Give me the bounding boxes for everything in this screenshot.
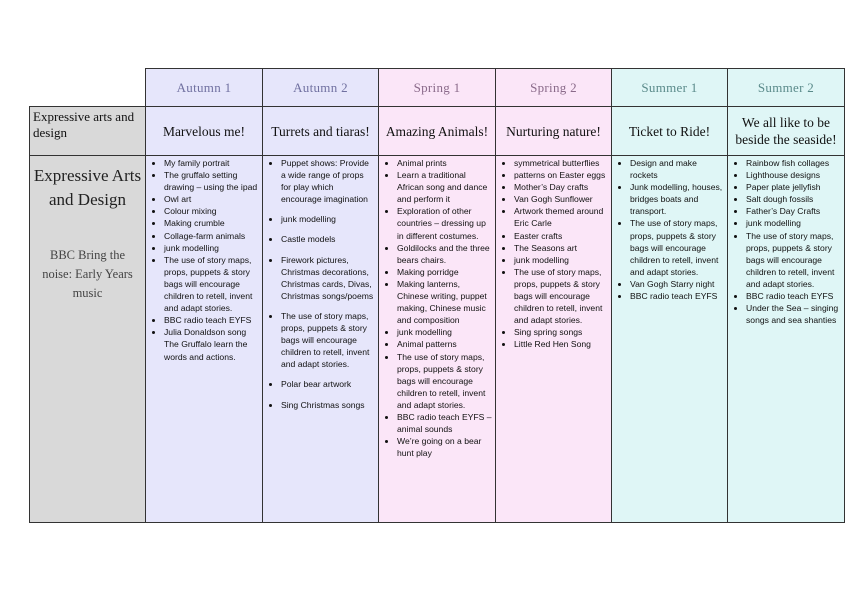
row-label: Expressive arts and design — [30, 107, 146, 156]
activity-item: • Design and make rockets — [630, 157, 725, 181]
activity-item: • Rainbow fish collages — [746, 157, 842, 169]
activity-item: • Easter crafts — [514, 230, 609, 242]
activity-item: • We’re going on a bear hunt play — [397, 435, 493, 459]
activity-list — [146, 156, 262, 363]
theme-summer-2: We all like to be beside the seaside! — [728, 107, 845, 156]
activity-item: • BBC radio teach EYFS — [746, 290, 842, 302]
activity-item: • The use of story maps, props, puppets & story bags will encourage children to retell, invent and adapt stories. — [281, 310, 376, 370]
activity-item: • junk modelling — [164, 242, 260, 254]
term-summer-2: Summer 2 — [728, 69, 845, 107]
activities-row — [30, 156, 845, 523]
activity-item: • patterns on Easter eggs — [514, 169, 609, 181]
activities-spring-2 — [496, 156, 612, 523]
activity-item: • Making crumble — [164, 217, 260, 229]
activity-item: • Father’s Day Crafts — [746, 205, 842, 217]
activity-item: • junk modelling — [397, 326, 493, 338]
activity-item: • Paper plate jellyfish — [746, 181, 842, 193]
activity-item: • The use of story maps, props, puppets & story bags will encourage children to retell, invent and adapt stories. — [164, 254, 260, 314]
activity-item: • The use of story maps, props, puppets & story bags will encourage children to retell, invent and adapt stories. — [397, 351, 493, 411]
term-autumn-2: Autumn 2 — [263, 69, 379, 107]
activity-item: • Julia Donaldson song The Gruffalo learn the words and actions. — [164, 326, 260, 362]
activity-item: • Little Red Hen Song — [514, 338, 609, 350]
activity-item: • The use of story maps, props, puppets & story bags will encourage children to retell, invent and adapt stories. — [630, 217, 725, 277]
activity-list — [728, 156, 844, 326]
activity-item: • Lighthouse designs — [746, 169, 842, 181]
activity-item: • Goldilocks and the three bears chairs. — [397, 242, 493, 266]
activities-spring-1 — [379, 156, 496, 523]
activity-item: • Polar bear artwork — [281, 378, 376, 390]
activity-item: • The Seasons art — [514, 242, 609, 254]
activity-item: • Artwork themed around Eric Carle — [514, 205, 609, 229]
activity-item: • Sing spring songs — [514, 326, 609, 338]
activity-item: • Under the Sea – singing songs and sea shanties — [746, 302, 842, 326]
activity-item: • Puppet shows: Provide a wide range of props for play which encourage imagination — [281, 157, 376, 205]
curriculum-table — [29, 68, 845, 523]
term-autumn-1: Autumn 1 — [146, 69, 263, 107]
activity-item: • junk modelling — [514, 254, 609, 266]
activity-item: • Animal patterns — [397, 338, 493, 350]
theme-autumn-2: Turrets and tiaras! — [263, 107, 379, 156]
activity-item: • Making lanterns, Chinese writing, puppet making, Chinese music and composition — [397, 278, 493, 326]
activity-item: • BBC radio teach EYFS — [630, 290, 725, 302]
activity-item: • Exploration of other countries – dressing up in different costumes. — [397, 205, 493, 241]
activities-autumn-2 — [263, 156, 379, 523]
term-spring-2: Spring 2 — [496, 69, 612, 107]
activity-item: • Firework pictures, Christmas decorations, Christmas cards, Divas, Christmas songs/poems — [281, 254, 376, 302]
activity-item: • BBC radio teach EYFS — [164, 314, 260, 326]
activity-list — [379, 156, 495, 459]
activity-item: • Sing Christmas songs — [281, 399, 376, 411]
activity-list — [496, 156, 611, 351]
activity-item: • Castle models — [281, 233, 376, 245]
activity-item: • Owl art — [164, 193, 260, 205]
activity-item: • My family portrait — [164, 157, 260, 169]
theme-spring-2: Nurturing nature! — [496, 107, 612, 156]
activity-item: • Salt dough fossils — [746, 193, 842, 205]
term-spring-1: Spring 1 — [379, 69, 496, 107]
subject-title: Expressive Arts and Design — [33, 166, 142, 209]
corner-cell — [30, 69, 146, 107]
activity-item: • BBC radio teach EYFS – animal sounds — [397, 411, 493, 435]
activity-item: • Animal prints — [397, 157, 493, 169]
activity-item: • symmetrical butterflies — [514, 157, 609, 169]
activity-item: • The gruffalo setting drawing – using the ipad — [164, 169, 260, 193]
activity-item: • The use of story maps, props, puppets & story bags will encourage children to retell, invent and adapt stories. — [514, 266, 609, 326]
activity-item: • Van Gogh Starry night — [630, 278, 725, 290]
activity-item: • junk modelling — [746, 217, 842, 229]
activity-item: • Making porridge — [397, 266, 493, 278]
subject-subtitle: BBC Bring the noise: Early Years music — [42, 248, 133, 300]
term-summer-1: Summer 1 — [612, 69, 728, 107]
activity-list — [612, 156, 727, 302]
activity-item: • junk modelling — [281, 213, 376, 225]
theme-spring-1: Amazing Animals! — [379, 107, 496, 156]
activity-item: • Mother’s Day crafts — [514, 181, 609, 193]
activities-summer-1 — [612, 156, 728, 523]
activity-item: • Collage-farm animals — [164, 230, 260, 242]
theme-row — [30, 107, 845, 156]
activity-list — [263, 156, 378, 411]
activity-item: • Learn a traditional African song and dance and perform it — [397, 169, 493, 205]
theme-summer-1: Ticket to Ride! — [612, 107, 728, 156]
theme-autumn-1: Marvelous me! — [146, 107, 263, 156]
subject-side-cell — [30, 156, 146, 523]
activity-item: • The use of story maps, props, puppets & story bags will encourage children to retell, invent and adapt stories. — [746, 230, 842, 290]
term-header-row — [30, 69, 845, 107]
activity-item: • Colour mixing — [164, 205, 260, 217]
activity-item: • Junk modelling, houses, bridges boats and transport. — [630, 181, 725, 217]
activity-item: • Van Gogh Sunflower — [514, 193, 609, 205]
activities-summer-2 — [728, 156, 845, 523]
activities-autumn-1 — [146, 156, 263, 523]
